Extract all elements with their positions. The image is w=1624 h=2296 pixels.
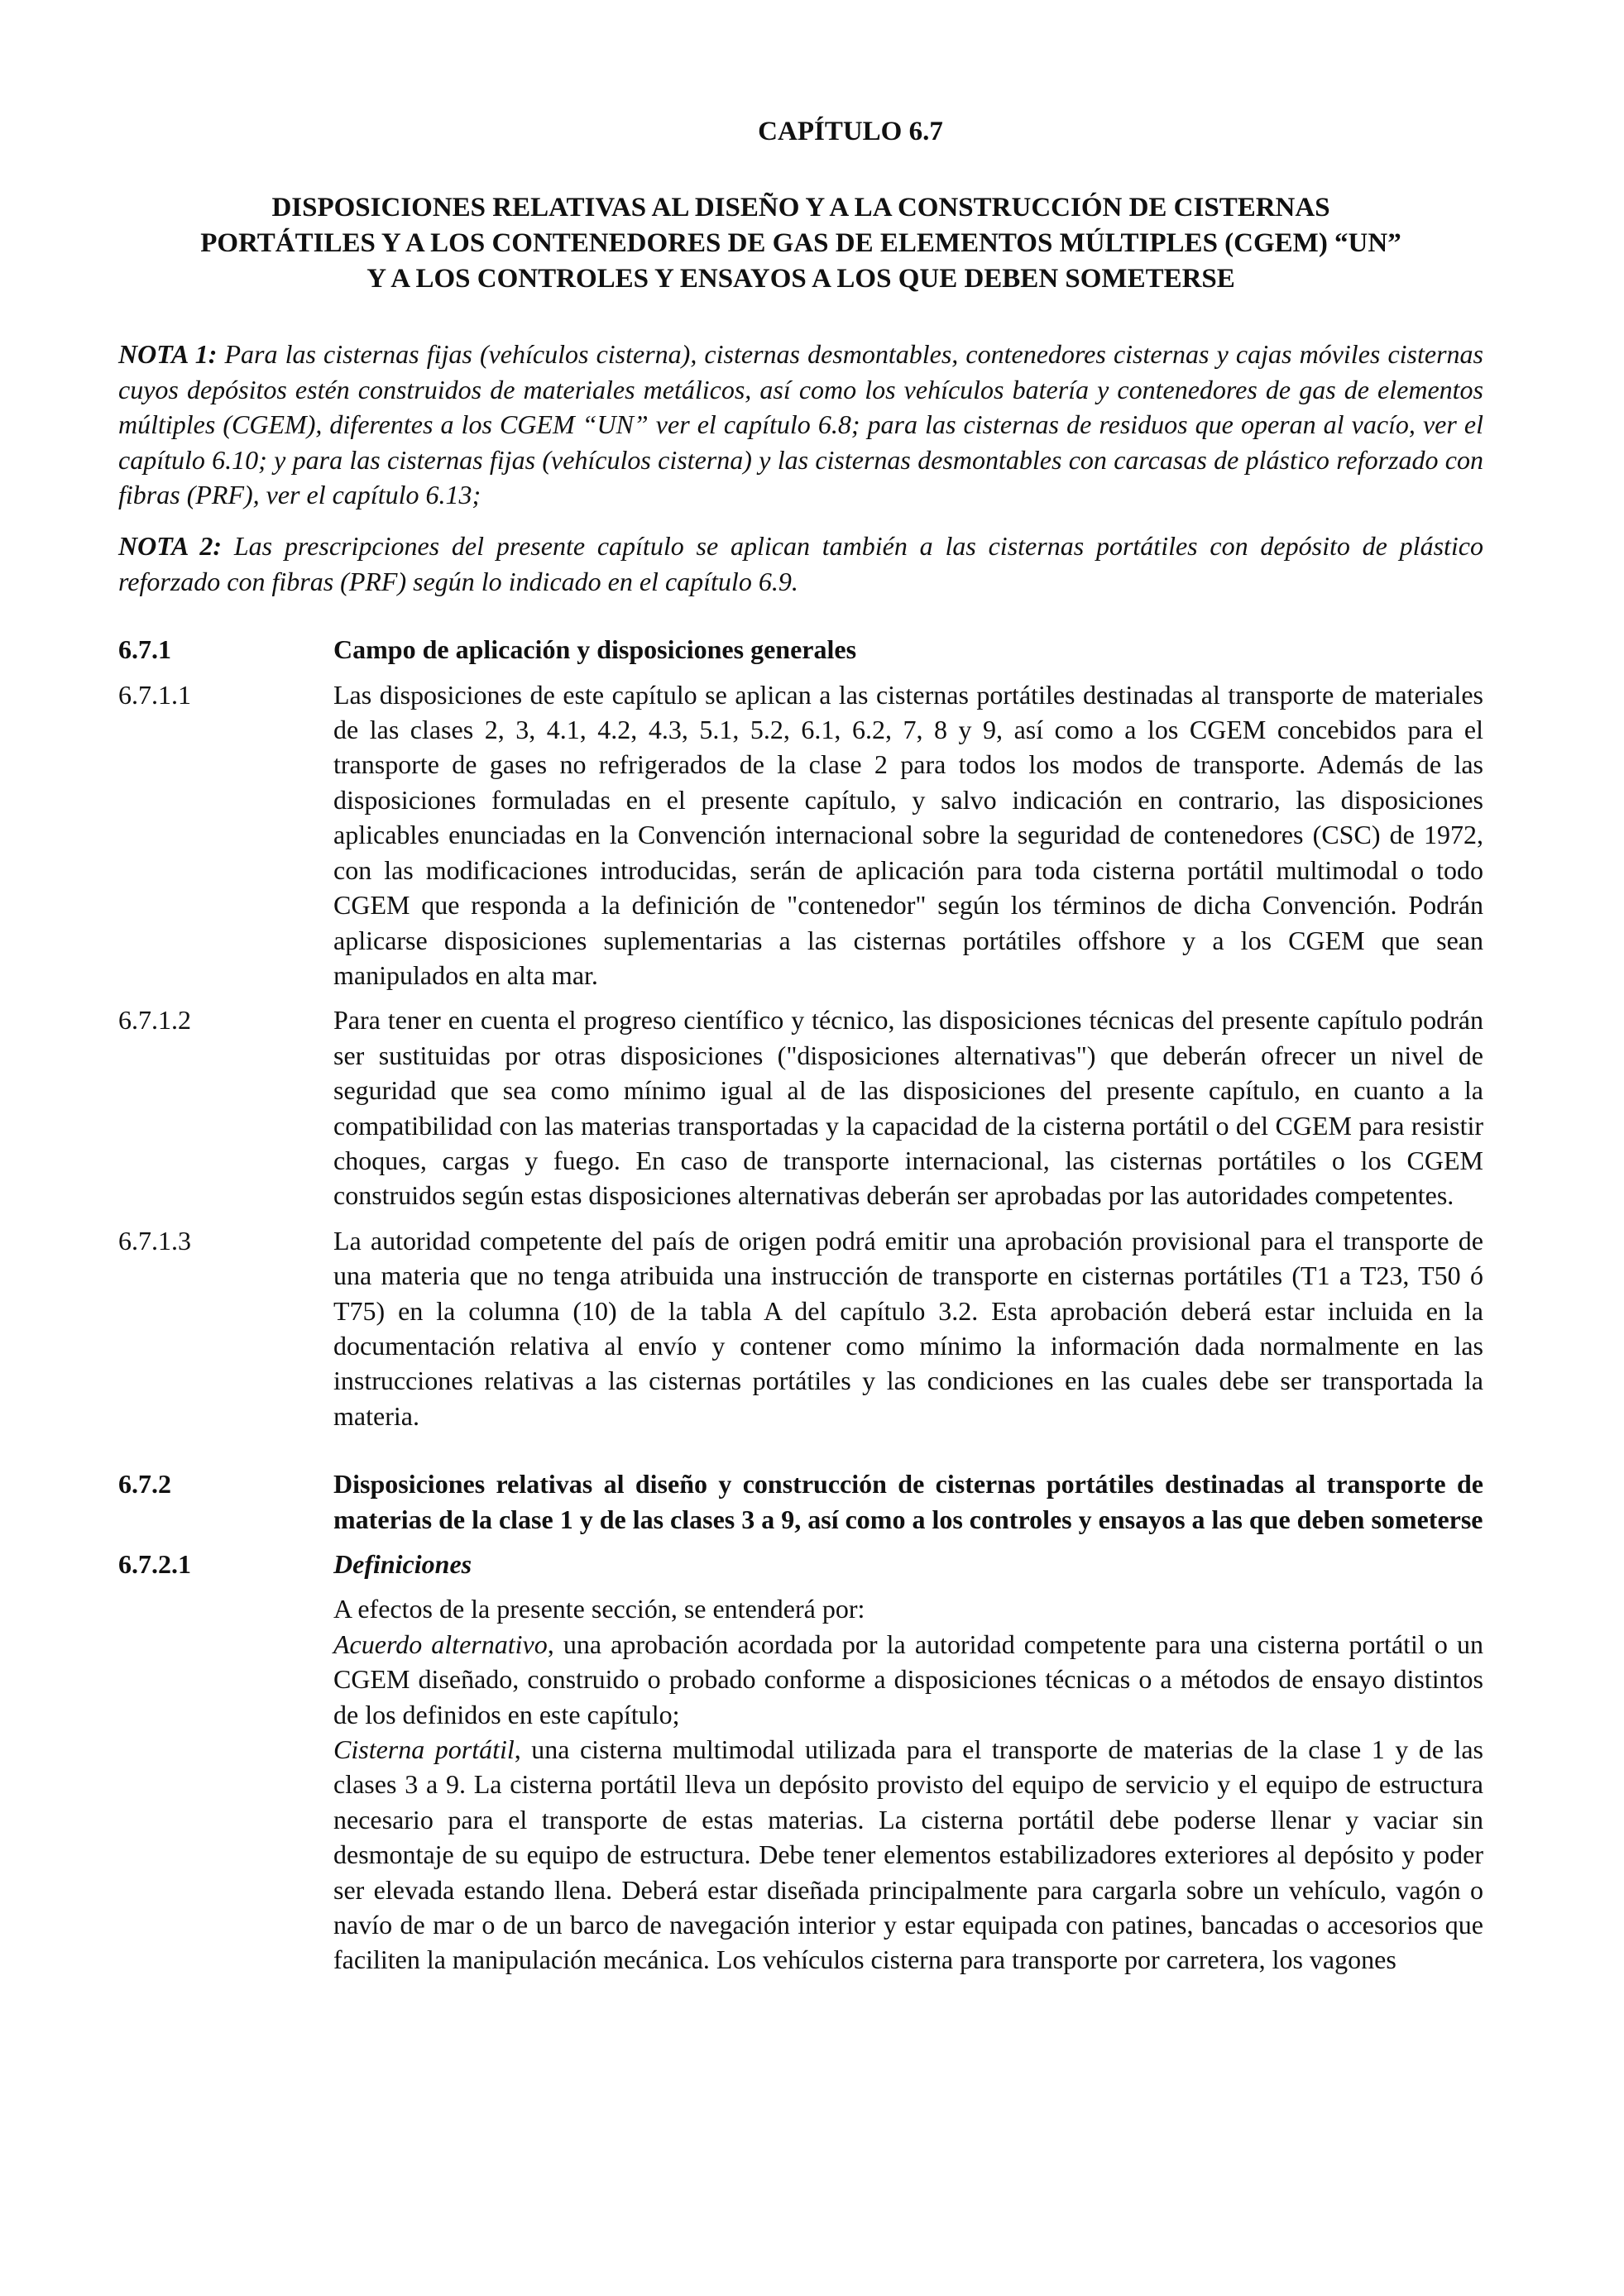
note-label: NOTA 2: xyxy=(118,531,223,562)
definition-text: , una aprobación acordada por la autoridad competente para una cisterna portátil o un CGEM diseñado, construido o probado conforme a disposiciones técnicas o a métodos de ensayo distintos de los definidos en este capítulo; xyxy=(333,1629,1484,1729)
note-2 xyxy=(118,529,1483,599)
chapter-heading xyxy=(118,190,1483,297)
section-6-7-1-heading xyxy=(118,632,1483,667)
note-1 xyxy=(118,337,1483,512)
paragraph-number: 6.7.1.2 xyxy=(118,1005,191,1036)
section-6-7-2-heading xyxy=(118,1466,1483,1537)
subsection-6-7-2-1-heading xyxy=(118,1547,1483,1581)
section-number: 6.7.2 xyxy=(118,1469,171,1500)
section-number: 6.7.1 xyxy=(118,634,171,665)
section-title: Campo de aplicación y disposiciones generales xyxy=(333,634,857,665)
chapter-title: CAPÍTULO 6.7 xyxy=(758,117,943,146)
note-text: Para las cisternas fijas (vehículos cisterna), cisternas desmontables, contenedores cisternas y cajas móviles cisternas cuyos depósitos estén construidos de materiales metálicos, así como los vehículos batería y contenedores de gas de elementos múltiples (CGEM), diferentes a los CGEM “UN” ver el capítulo 6.8; para las cisternas de residuos que operan al vacío, ver el capítulo 6.10; y para las cisternas fijas (vehículos cisterna) y las cisternas desmontables con carcasas de plástico reforzado con fibras (PRF), ver el capítulo 6.13; xyxy=(118,339,1484,510)
paragraph-number: 6.7.1.3 xyxy=(118,1225,191,1256)
paragraph-6-7-1-2 xyxy=(118,1002,1483,1213)
subsection-title: Definiciones xyxy=(333,1549,472,1579)
note-text: Las prescripciones del presente capítulo se aplican también a las cisternas portátiles con depósito de plástico reforzado con fibras (PRF) según lo indicado en el capítulo 6.9. xyxy=(118,531,1484,596)
heading-line: DISPOSICIONES RELATIVAS AL DISEÑO Y A LA CONSTRUCCIÓN DE CISTERNAS xyxy=(271,193,1330,223)
paragraph-text: Para tener en cuenta el progreso científico y técnico, las disposiciones técnicas del presente capítulo podrán ser sustituidas por otras disposiciones ("disposiciones alternativas") que deberán ofrecer un nivel de seguridad que sea como mínimo igual al de las disposiciones del presente capítulo, en cuanto a la compatibilidad con las materias transportadas y la capacidad de la cisterna portátil o del CGEM para resistir choques, cargas y fuego. En caso de transporte internacional, las cisternas portátiles o los CGEM construidos según estas disposiciones alternativas deberán ser aprobadas por las autoridades competentes. xyxy=(333,1005,1483,1211)
section-title: Disposiciones relativas al diseño y construcción de cisternas portátiles destinadas al transporte de materias de la clase 1 y de las clases 3 a 9, así como a los controles y ensayos a las que deben someterse xyxy=(333,1469,1483,1534)
note-label: NOTA 1: xyxy=(118,339,218,370)
heading-line: PORTÁTILES Y A LOS CONTENEDORES DE GAS DE ELEMENTOS MÚLTIPLES (CGEM) “UN” xyxy=(200,228,1401,259)
paragraph-6-7-1-1 xyxy=(118,677,1483,993)
definition-acuerdo-alternativo xyxy=(118,1627,1483,1732)
definition-term: Acuerdo alternativo xyxy=(333,1629,548,1659)
definitions-intro: A efectos de la presente sección, se entenderá por: xyxy=(333,1594,865,1624)
subsection-number: 6.7.2.1 xyxy=(118,1549,191,1579)
paragraph-text: La autoridad competente del país de origen podrá emitir una aprobación provisional para el transporte de una materia que no tenga atribuida una instrucción de transporte en cisternas portátiles (T1 a T23, T50 ó T75) en la columna (10) de la tabla A del capítulo 3.2. Esta aprobación deberá estar incluida en la documentación relativa al envío y contener como mínimo la información dada normalmente en las instrucciones relativas a las cisternas portátiles y las condiciones en las cuales debe ser transportada la materia. xyxy=(333,1225,1483,1431)
paragraph-number: 6.7.1.1 xyxy=(118,679,191,710)
paragraph-text: Las disposiciones de este capítulo se aplican a las cisternas portátiles destinadas al transporte de materiales de las clases 2, 3, 4.1, 4.2, 4.3, 5.1, 5.2, 6.1, 6.2, 7, 8 y 9, así como a los CGEM concebidos para el transporte de gases no refrigerados de la clase 2 para todos los modos de transporte. Además de las disposiciones formuladas en el presente capítulo, y salvo indicación en contrario, las disposiciones aplicables enunciadas en la Convención internacional sobre la seguridad de contenedores (CSC) de 1972, con las modificaciones introducidas, serán de aplicación para toda cisterna portátil multimodal o todo CGEM que responda a la definición de "contenedor" según los términos de dicha Convención. Podrán aplicarse disposiciones suplementarias a las cisternas portátiles offshore y a los CGEM que sean manipulados en alta mar. xyxy=(333,679,1483,990)
paragraph-6-7-1-3 xyxy=(118,1223,1483,1433)
definition-term: Cisterna portátil xyxy=(333,1734,515,1765)
definition-text: , una cisterna multimodal utilizada para el transporte de materias de la clase 1 y de las clases 3 a 9. La cisterna portátil lleva un depósito provisto del equipo de servicio y el equipo de estructura necesario para el transporte de estas materias. La cisterna portátil debe poderse llenar y vaciar sin desmontaje de su equipo de estructura. Debe tener elementos estabilizadores exteriores al depósito y poder ser elevada estando llena. Deberá estar diseñada principalmente para cargarla sobre un vehículo, vagón o navío de mar o de un barco de navegación interior y estar equipada con patines, bancadas o accesorios que faciliten la manipulación mecánica. Los vehículos cisterna para transporte por carretera, los vagones xyxy=(333,1734,1484,1975)
definition-cisterna-portatil xyxy=(118,1732,1483,1978)
heading-line: Y A LOS CONTROLES Y ENSAYOS A LOS QUE DEBEN SOMETERSE xyxy=(366,264,1235,294)
document-page xyxy=(118,114,1483,1978)
